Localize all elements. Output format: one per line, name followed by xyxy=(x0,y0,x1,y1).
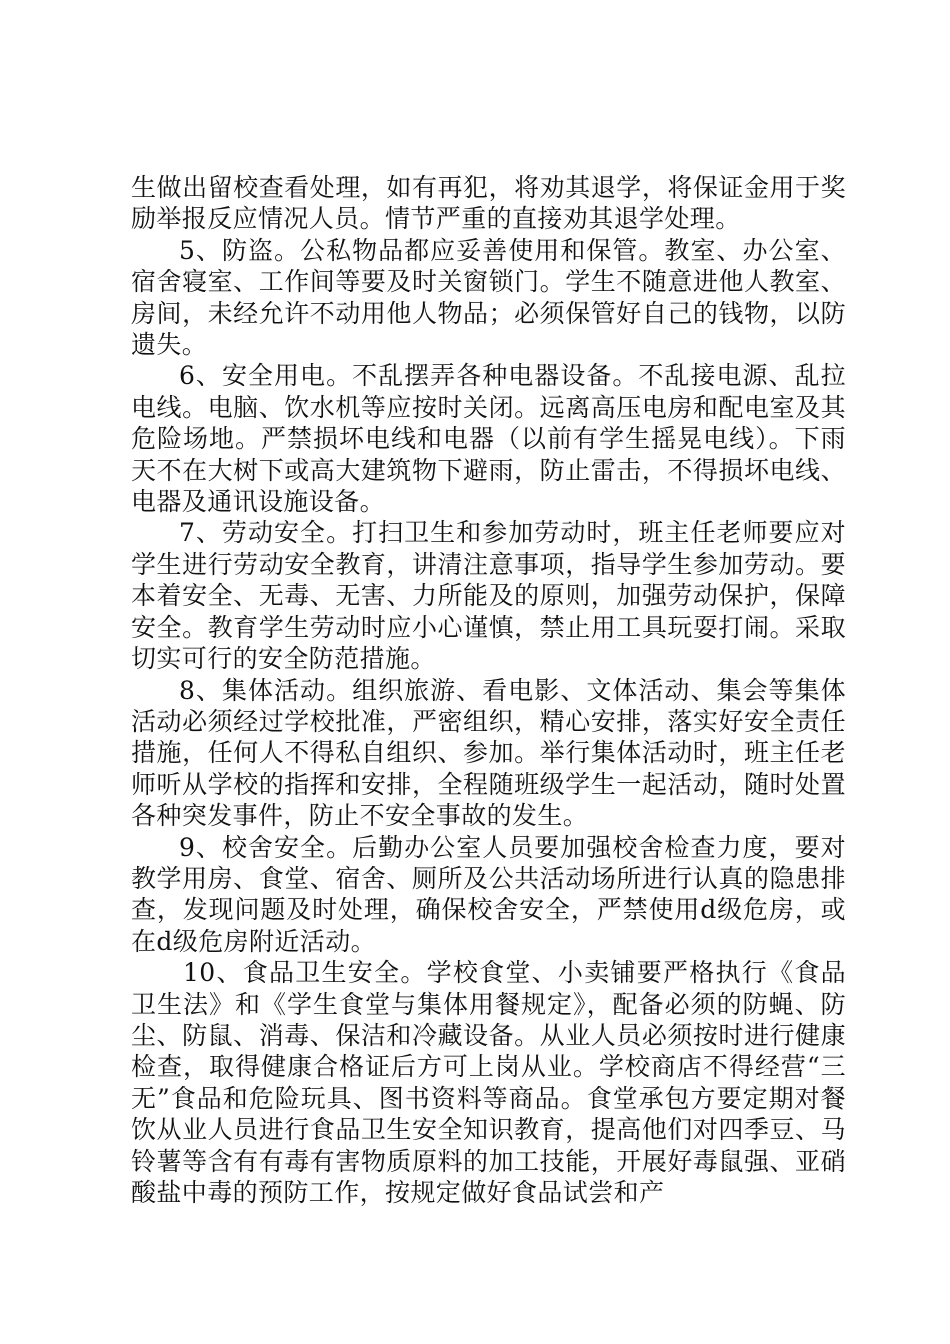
paragraph-food-safety: 10、食品卫生安全。学校食堂、小卖铺要严格执行《食品卫生法》和《学生食堂与集体用餐规定》，配备必须的防蝇、防尘、防鼠、消毒、保洁和冷藏设备。从业人员必须按时进行健康检查，取得健康合格证后方可上岗从业。学校商店不得经营“三无”食品和危险玩具、图书资料等商品。食堂承包方要定期对餐饮从业人员进行食品卫生安全知识教育，提高他们对四季豆、马铃薯等含有有毒有害物质原料的加工技能，开展好毒鼠强、亚硝酸盐中毒的预防工作，按规定做好食品试尝和产 xyxy=(131,958,846,1207)
paragraph-building-safety: 9、校舍安全。后勤办公室人员要加强校舍检查力度，要对教学用房、食堂、宿舍、厕所及公共活动场所进行认真的隐患排查，发现问题及时处理，确保校舍安全，严禁使用d级危房，或在d级危房附近活动。 xyxy=(131,832,846,956)
paragraph-group-activities: 8、集体活动。组织旅游、看电影、文体活动、集会等集体活动必须经过学校批准，严密组织，精心安排，落实好安全责任措施，任何人不得私自组织、参加。举行集体活动时，班主任老师听从学校的指挥和安排，全程随班级学生一起活动，随时处置各种突发事件，防止不安全事故的发生。 xyxy=(131,675,846,831)
paragraph-labor-safety: 7、劳动安全。打扫卫生和参加劳动时，班主任老师要应对学生进行劳动安全教育，讲清注意事项，指导学生参加劳动。要本着安全、无毒、无害、力所能及的原则，加强劳动保护，保障安全。教育学生劳动时应小心谨慎，禁止用工具玩耍打闹。采取切实可行的安全防范措施。 xyxy=(131,518,846,674)
document-page xyxy=(131,172,846,1208)
paragraph-continuation: 生做出留校查看处理，如有再犯，将劝其退学，将保证金用于奖励举报反应情况人员。情节严重的直接劝其退学处理。 xyxy=(131,173,846,234)
paragraph-electrical-safety: 6、安全用电。不乱摆弄各种电器设备。不乱接电源、乱拉电线。电脑、饮水机等应按时关闭。远离高压电房和配电室及其危险场地。严禁损坏电线和电器（以前有学生摇晃电线）。下雨天不在大树下或高大建筑物下避雨，防止雷击，不得损坏电线、电器及通讯设施设备。 xyxy=(131,361,846,517)
paragraph-theft-prevention: 5、防盗。公私物品都应妥善使用和保管。教室、办公室、宿舍寝室、工作间等要及时关窗锁门。学生不随意进他人教室、房间，未经允许不动用他人物品；必须保管好自己的钱物，以防遗失。 xyxy=(131,235,846,360)
